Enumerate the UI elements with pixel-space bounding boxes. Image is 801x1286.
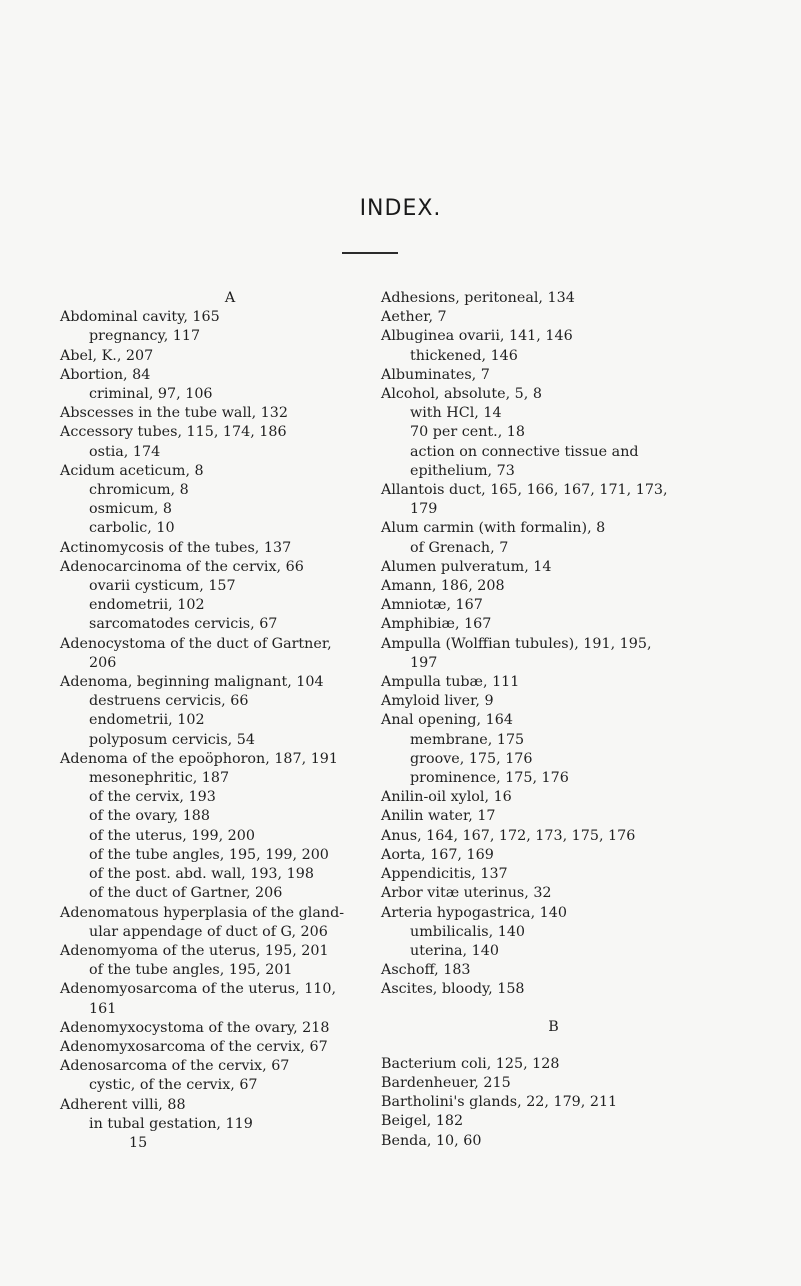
index-entry: Actinomycosis of the tubes, 137 [60, 539, 292, 556]
index-subentry: ovarii cysticum, 157 [89, 578, 236, 595]
index-entry: Arteria hypogastrica, 140 [381, 904, 567, 921]
page-number: 15 [129, 1134, 148, 1151]
index-subentry: sarcomatodes cervicis, 67 [89, 616, 278, 633]
index-entry: Adenosarcoma of the cervix, 67 [60, 1058, 290, 1075]
index-subentry: of the tube angles, 195, 199, 200 [89, 846, 329, 863]
index-entry: Adenoma of the epoöphoron, 187, 191 [60, 750, 338, 767]
index-subentry: membrane, 175 [410, 731, 525, 748]
index-entry: Aschoff, 183 [381, 962, 471, 979]
index-entry: Alcohol, absolute, 5, 8 [381, 386, 542, 403]
index-entry: Adhesions, peritoneal, 134 [381, 290, 575, 306]
index-entry: Bartholini's glands, 22, 179, 211 [381, 1094, 618, 1111]
index-subentry: mesonephritic, 187 [89, 770, 230, 787]
index-entry: Adenomyosarcoma of the uterus, 110, [60, 981, 337, 998]
index-subentry: uterina, 140 [410, 942, 499, 959]
index-entry: Beigel, 182 [381, 1113, 464, 1130]
index-subentry: 70 per cent., 18 [410, 424, 525, 441]
section-spacer [381, 1000, 726, 1018]
index-subentry: groove, 175, 176 [410, 750, 533, 767]
index-entry: Ampulla tubæ, 111 [381, 674, 520, 691]
index-entry: Appendicitis, 137 [381, 866, 508, 883]
index-entry: Adenocystoma of the duct of Gartner, [60, 635, 332, 652]
index-subentry: cystic, of the cervix, 67 [89, 1077, 258, 1094]
index-entry: Alumen pulveratum, 14 [381, 558, 552, 575]
index-entry: Adenocarcinoma of the cervix, 66 [60, 558, 304, 575]
index-subentry: 197 [410, 654, 438, 671]
index-subentry: thickened, 146 [410, 347, 518, 364]
index-subentry: 161 [89, 1000, 117, 1017]
index-entry: Acidum aceticum, 8 [60, 462, 204, 479]
index-entry: Bardenheuer, 215 [381, 1074, 511, 1091]
index-entry: Accessory tubes, 115, 174, 186 [60, 424, 287, 441]
index-subentry: of the post. abd. wall, 193, 198 [89, 866, 314, 883]
index-entry: Adenomyoma of the uterus, 195, 201 [60, 942, 329, 959]
index-entry: Albuminates, 7 [381, 366, 490, 383]
index-entry: Ampulla (Wolffian tubules), 191, 195, [381, 635, 652, 652]
section-letter-heading: A [224, 290, 236, 306]
index-subentry: carbolic, 10 [89, 520, 175, 537]
index-subentry: ostia, 174 [89, 443, 161, 460]
index-entry: Ascites, bloody, 158 [381, 981, 525, 998]
index-subentry: with HCl, 14 [410, 405, 502, 422]
index-subentry: ular appendage of duct of G, 206 [89, 923, 328, 940]
index-subentry: in tubal gestation, 119 [89, 1115, 253, 1132]
index-entry: Aorta, 167, 169 [381, 846, 494, 863]
title-divider [342, 252, 398, 254]
index-subentry: of the uterus, 199, 200 [89, 827, 255, 844]
index-left-column [60, 289, 400, 1153]
index-entry: Amphibiæ, 167 [381, 616, 492, 633]
index-right-column [381, 289, 726, 1151]
index-entry: Abel, K., 207 [60, 347, 154, 364]
section-spacer [381, 1037, 726, 1055]
index-subentry: 179 [410, 501, 438, 518]
index-entry: Anilin-oil xylol, 16 [381, 789, 512, 806]
index-subentry: of Grenach, 7 [410, 539, 509, 556]
index-entry: Adherent villi, 88 [60, 1096, 186, 1113]
index-entry: Adenoma, beginning malignant, 104 [60, 674, 324, 691]
index-entry: Bacterium coli, 125, 128 [381, 1055, 560, 1072]
index-entry: Abscesses in the tube wall, 132 [60, 405, 288, 422]
index-subentry: of the ovary, 188 [89, 808, 210, 825]
index-subentry: pregnancy, 117 [89, 328, 201, 345]
index-entry: Amann, 186, 208 [381, 578, 505, 595]
index-subentry: action on connective tissue and [410, 443, 639, 460]
index-entry: Alum carmin (with formalin), 8 [381, 520, 606, 537]
index-subentry: umbilicalis, 140 [410, 923, 526, 940]
index-entry: Benda, 10, 60 [381, 1132, 482, 1149]
index-entry: Abortion, 84 [60, 366, 151, 383]
index-entry: Adenomatous hyperplasia of the gland- [60, 904, 345, 921]
index-entry: Abdominal cavity, 165 [60, 309, 220, 326]
index-entry: Allantois duct, 165, 166, 167, 171, 173, [381, 482, 668, 499]
index-subentry: destruens cervicis, 66 [89, 693, 249, 710]
index-subentry: polyposum cervicis, 54 [89, 731, 255, 748]
index-subentry: criminal, 97, 106 [89, 386, 213, 403]
index-entry: Amyloid liver, 9 [381, 693, 494, 710]
index-entry: Adenomyxosarcoma of the cervix, 67 [60, 1038, 328, 1055]
index-entry: Albuginea ovarii, 141, 146 [381, 328, 573, 345]
index-entry: Arbor vitæ uterinus, 32 [381, 885, 552, 902]
index-entry: Amniotæ, 167 [381, 597, 483, 614]
section-letter-heading: B [548, 1018, 559, 1035]
index-entry: Aether, 7 [381, 309, 447, 326]
index-entry: Adenomyxocystoma of the ovary, 218 [60, 1019, 330, 1036]
index-subentry: epithelium, 73 [410, 462, 515, 479]
index-subentry: 206 [89, 654, 117, 671]
index-subentry: prominence, 175, 176 [410, 770, 569, 787]
index-subentry: of the tube angles, 195, 201 [89, 962, 293, 979]
index-subentry: of the cervix, 193 [89, 789, 216, 806]
index-entry: Anal opening, 164 [381, 712, 513, 729]
index-subentry: chromicum, 8 [89, 482, 189, 499]
index-subentry: osmicum, 8 [89, 501, 173, 518]
page-title: INDEX. [359, 196, 442, 221]
index-entry: Anus, 164, 167, 172, 173, 175, 176 [381, 827, 636, 844]
index-subentry: endometrii, 102 [89, 597, 205, 614]
index-subentry: of the duct of Gartner, 206 [89, 885, 283, 902]
index-subentry: endometrii, 102 [89, 712, 205, 729]
index-entry: Anilin water, 17 [381, 808, 496, 825]
